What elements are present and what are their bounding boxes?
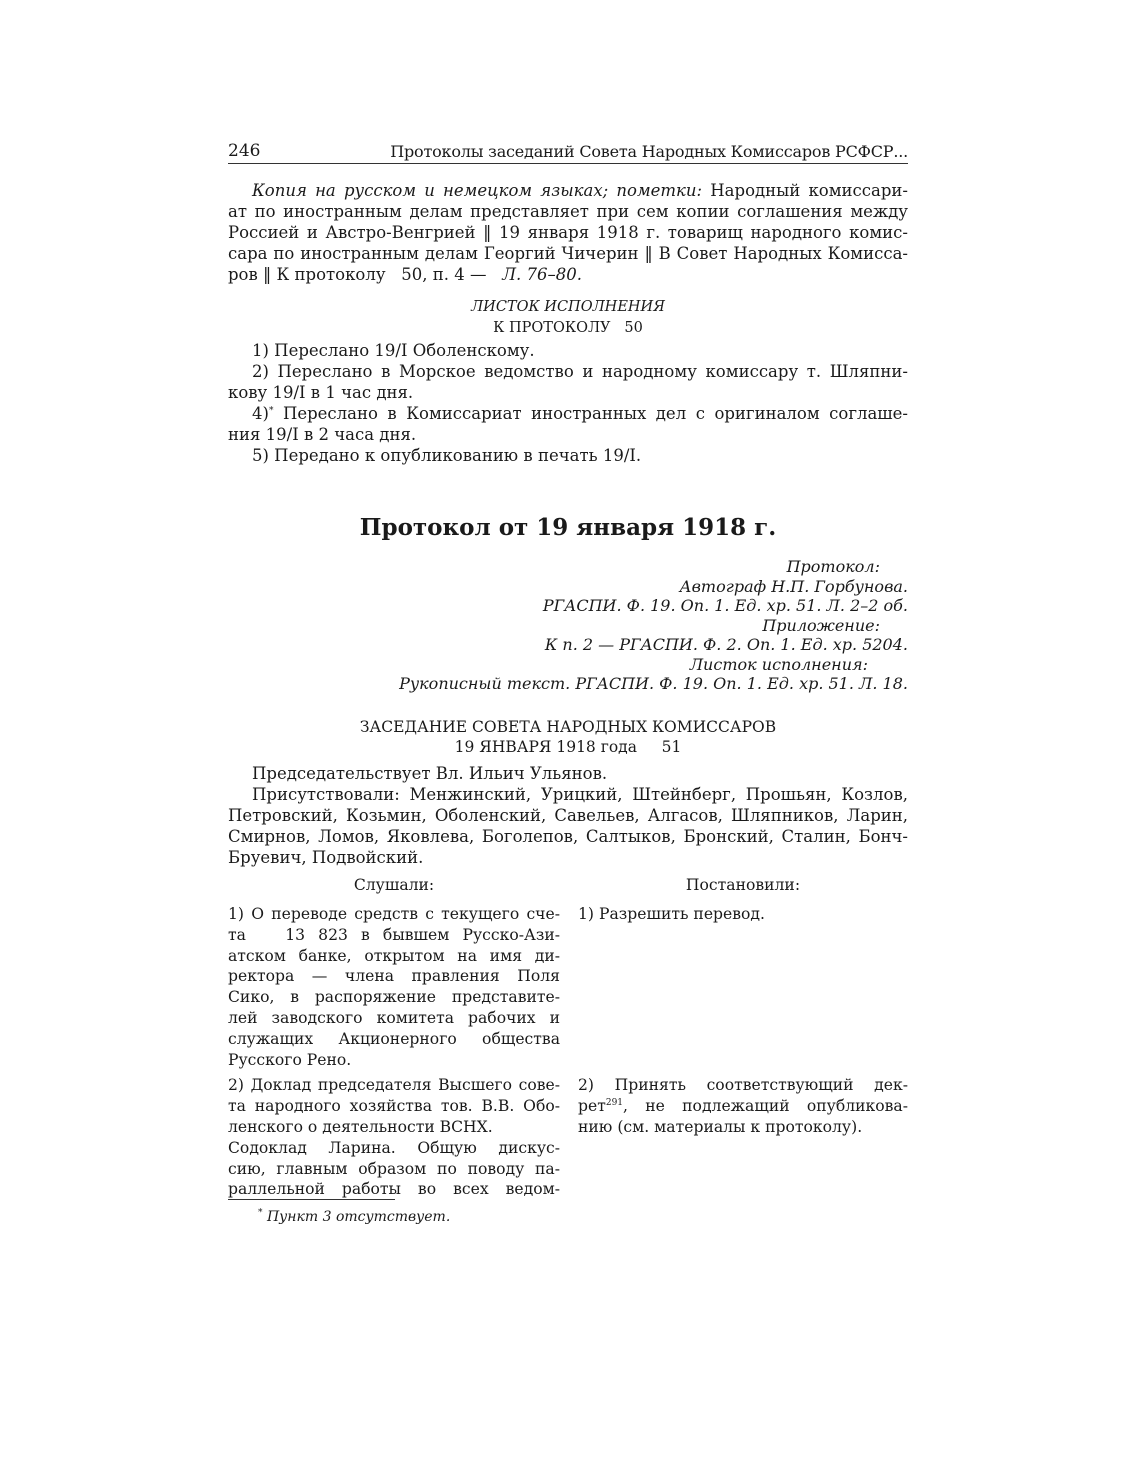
execution-item: 1) Переслано 19/I Оболенскому.	[252, 341, 535, 360]
heard-line: атском банке, открытом на имя ди-	[228, 946, 560, 965]
source-label: Листок исполнения:	[689, 654, 868, 674]
heard-line: ректора — члена правления Поля	[228, 967, 560, 986]
heard-line: Русского Рено.	[228, 1050, 352, 1069]
footnote-marker: *	[268, 406, 274, 416]
endnote-marker: 291	[605, 1098, 624, 1109]
source-label: Протокол:	[786, 557, 880, 576]
source-line: Автограф Н.П. Горбунова.	[679, 576, 908, 596]
intro-text: Народный комиссари-	[702, 181, 909, 200]
source-line: РГАСПИ. Ф. 19. Оп. 1. Ед. хр. 51. Л. 2–2 об.	[542, 596, 908, 615]
intro-line: ат по иностранным делам представляет при сем копии соглашения между	[228, 202, 908, 221]
intro-line: ров ‖ К протоколу 50, п. 4 —	[228, 265, 503, 284]
execution-item-number: 4)	[252, 404, 269, 423]
footnote	[258, 1209, 450, 1225]
running-header	[228, 141, 908, 164]
heard-line: ленского о деятельности ВСНХ.	[228, 1117, 493, 1136]
attendance	[228, 763, 908, 868]
present-line: Смирнов, Ломов, Яковлева, Боголепов, Салтыков, Бронский, Сталин, Бонч-	[228, 827, 908, 846]
heard-line: 2) Доклад председателя Высшего сове-	[228, 1076, 560, 1095]
present-line: Бруевич, Подвойский.	[228, 848, 424, 867]
column-heard	[228, 874, 560, 1200]
meeting-date: 19 ЯНВАРЯ 1918 года 51	[454, 738, 682, 756]
heard-line: сию, главным образом по поводу па-	[228, 1159, 560, 1178]
execution-sheet	[228, 298, 908, 466]
source-line: К п. 2 — РГАСПИ. Ф. 2. Оп. 1. Ед. хр. 5204.	[544, 635, 908, 654]
heard-line: 1) О переводе средств с текущего сче-	[228, 905, 560, 923]
heard-line: та народного хозяйства тов. В.В. Обо-	[228, 1097, 560, 1116]
column-resolved-heading: Постановили:	[685, 876, 801, 894]
execution-item: 2) Переслано в Морское ведомство и народному комиссару т. Шляпни-	[252, 362, 908, 381]
protocol-title: Протокол от 19 января 1918 г.	[359, 514, 777, 541]
intro-ref: Л. 76–80.	[502, 265, 582, 284]
execution-item: Переслано в Комиссариат иностранных дел с оригиналом соглаше-	[273, 404, 908, 423]
execution-item: 5) Передано к опубликованию в печать 19/I.	[252, 446, 642, 465]
footnote-mark: *	[258, 1208, 263, 1218]
heard-line: лей заводского комитета рабочих и	[228, 1008, 560, 1027]
intro-paragraph	[228, 180, 908, 285]
intro-line: сара по иностранным делам Георгий Чичерин ‖ В Совет Народных Комисса-	[228, 244, 908, 263]
source-label: Приложение:	[762, 615, 880, 635]
source-references	[228, 557, 908, 694]
heard-line: раллельной работы во всех ведом-	[228, 1180, 560, 1199]
resolved-line: 1) Разрешить перевод.	[578, 905, 765, 923]
present-line: Петровский, Козьмин, Оболенский, Савельев, Алгасов, Шляпников, Ларин,	[228, 806, 908, 825]
resolved-line: рет	[578, 1097, 606, 1116]
meeting-heading	[228, 717, 908, 758]
resolved-line: , не подлежащий опубликова-	[623, 1097, 908, 1116]
meeting-title: ЗАСЕДАНИЕ СОВЕТА НАРОДНЫХ КОМИССАРОВ	[359, 718, 777, 736]
execution-item: ния 19/I в 2 часа дня.	[228, 425, 417, 444]
source-line: Рукописный текст. РГАСПИ. Ф. 19. Оп. 1. Ед. хр. 51. Л. 18.	[399, 674, 908, 693]
intro-italic: Копия на русском и немецком языках; пометки:	[252, 181, 703, 200]
heard-line: Сико, в распоряжение представите-	[228, 988, 560, 1007]
intro-line: Россией и Австро-Венгрией ‖ 19 января 1918 г. товарищ народного комис-	[228, 223, 908, 242]
chair-line: Председательствует Вл. Ильич Ульянов.	[252, 764, 608, 783]
footnote-divider	[228, 1199, 395, 1200]
page-number: 246	[228, 141, 261, 161]
column-heard-heading: Слушали:	[353, 876, 435, 894]
running-title: Протоколы заседаний Совета Народных Комиссаров РСФСР...	[390, 142, 908, 161]
footnote-text: Пункт 3 отсутствует.	[262, 1209, 451, 1225]
heard-line: служащих Акционерного общества	[228, 1029, 560, 1048]
present-line: Присутствовали: Менжинский, Урицкий, Штейнберг, Прошьян, Козлов,	[252, 785, 908, 804]
resolved-line: 2) Принять соответствующий дек-	[578, 1076, 908, 1095]
execution-sheet-title: ЛИСТОК ИСПОЛНЕНИЯ	[471, 299, 665, 315]
resolved-line: нию (см. материалы к протоколу).	[578, 1117, 863, 1136]
heard-line: Содоклад Ларина. Общую дискус-	[228, 1138, 560, 1157]
column-resolved	[578, 874, 908, 1138]
execution-item: кову 19/I в 1 час дня.	[228, 383, 414, 402]
execution-sheet-subtitle: К ПРОТОКОЛУ 50	[493, 320, 643, 336]
heard-line: та 13 823 в бывшем Русско-Ази-	[228, 925, 560, 944]
